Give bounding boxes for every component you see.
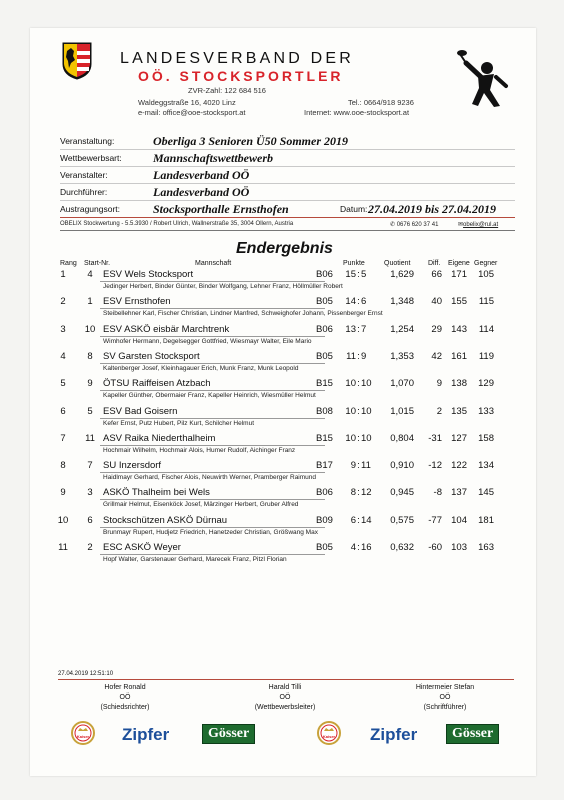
rank-cell: 7: [60, 432, 66, 444]
header-punkte: Punkte: [343, 260, 365, 267]
quotient-cell: 1,254: [390, 323, 414, 335]
start-number-cell: 6: [87, 514, 93, 526]
difference-cell: 66: [431, 269, 442, 280]
kaiser-logo-text: Kaiser: [322, 734, 336, 739]
official-competition-lead: [230, 683, 340, 713]
group-code-cell: B05: [316, 350, 333, 362]
team-players: Kefer Ernst, Putz Hubert, Pilz Kurt, Schilcher Helmut: [103, 419, 254, 427]
coat-of-arms-icon: [62, 42, 92, 80]
points-separator: :: [357, 378, 360, 390]
print-timestamp: 27.04.2019 12:51:10: [58, 671, 114, 677]
table-row: [30, 433, 536, 459]
row-underline: [100, 336, 325, 337]
points-lost-cell: 7: [361, 323, 367, 335]
zipfer-logo: Zipfer: [370, 725, 418, 744]
org-phone: Tel.: 0664/918 9236: [348, 98, 414, 107]
table-row: [30, 324, 536, 350]
row-underline: [100, 472, 325, 473]
group-code-cell: B06: [316, 269, 333, 280]
own-score-cell: 155: [451, 296, 467, 308]
points-separator: :: [357, 296, 360, 308]
header-mannschaft: Mannschaft: [195, 260, 232, 267]
opponent-score-cell: 133: [478, 405, 494, 417]
team-name-cell: Stockschützen ASKÖ Dürnau: [103, 514, 228, 526]
difference-cell: 9: [436, 378, 442, 390]
row-underline: [100, 527, 325, 528]
stocksport-player-icon: [456, 46, 514, 108]
team-players: Steibellehner Karl, Fischer Christian, Lindner Manfred, Schweighofer Johann, Pissenberger Ernst: [103, 310, 383, 318]
software-phone: [390, 221, 438, 228]
veranstalter-label: Veranstalter:: [60, 170, 108, 180]
points-won-cell: 15: [345, 269, 356, 280]
austragungsort-label: Austragungsort:: [60, 204, 121, 214]
group-code-cell: B09: [316, 514, 333, 526]
own-score-cell: 138: [451, 378, 467, 390]
opponent-score-cell: 115: [478, 296, 494, 308]
kaiser-logo: [70, 720, 96, 746]
points-won-cell: 9: [350, 460, 356, 472]
software-email-address: obelix@rul.at: [463, 222, 499, 228]
points-won-cell: 10: [345, 378, 356, 390]
team-name-cell: SU Inzersdorf: [103, 460, 162, 472]
points-separator: :: [357, 514, 360, 526]
official-name: Harald Tilli: [268, 684, 302, 691]
official-state: OÖ: [279, 694, 291, 701]
start-number-cell: 1: [87, 296, 93, 308]
points-separator: :: [357, 460, 360, 472]
team-players: Wimhofer Hermann, Degelsegger Gottfried, Wiesmayr Walter, Eile Mario: [103, 337, 312, 345]
points-separator: :: [357, 405, 360, 417]
org-address: Waldeggstraße 16, 4020 Linz: [138, 98, 236, 107]
header-eigene: Eigene: [448, 260, 470, 267]
difference-cell: 29: [431, 323, 442, 335]
team-name-cell: ESV Bad Goisern: [103, 405, 178, 417]
software-info: OBELIX Stockwertung - 5.5.3930 / Robert Ulrich, Wallnerstraße 35, 3004 Ollern, Austria: [60, 221, 294, 227]
goesser-logo: Gösser: [446, 724, 499, 744]
group-code-cell: B08: [316, 405, 333, 417]
official-name: Hofer Ronald: [104, 684, 146, 691]
row-underline: [100, 363, 325, 364]
group-code-cell: B15: [316, 378, 333, 390]
software-phone-number: 0676 620 37 41: [396, 222, 439, 228]
team-name-cell: ESV ASKÖ eisbär Marchtrenk: [103, 323, 230, 335]
table-row: [30, 296, 536, 322]
start-number-cell: 7: [87, 460, 93, 472]
difference-cell: -60: [428, 542, 442, 553]
own-score-cell: 171: [451, 269, 467, 280]
quotient-cell: 0,632: [390, 542, 414, 553]
points-lost-cell: 9: [361, 350, 367, 362]
points-lost-cell: 10: [361, 432, 372, 444]
own-score-cell: 122: [451, 460, 467, 472]
team-name-cell: ÖTSU Raiffeisen Atzbach: [103, 378, 211, 390]
team-name-cell: SV Garsten Stocksport: [103, 350, 200, 362]
header-rang: Rang: [60, 260, 77, 267]
official-name: Hintermeier Stefan: [415, 684, 475, 691]
veranstalter-value: Landesverband OÖ: [153, 168, 250, 182]
points-lost-cell: 10: [361, 405, 372, 417]
points-won-cell: 4: [350, 542, 356, 553]
points-lost-cell: 12: [361, 487, 372, 499]
durchfuehrer-label: Durchführer:: [60, 187, 108, 197]
difference-cell: -31: [428, 432, 442, 444]
team-name-cell: ASKÖ Thalheim bei Wels: [103, 487, 210, 499]
rank-cell: 3: [60, 323, 66, 335]
opponent-score-cell: 163: [478, 542, 494, 553]
header-start: Start-Nr.: [84, 260, 111, 267]
results-sheet: [30, 28, 536, 776]
team-players: Brunmayr Rupert, Hudjetz Friedrich, Hanetzeder Christian, Größwang Max: [103, 528, 318, 536]
group-code-cell: B06: [316, 487, 333, 499]
kaiser-crest-icon: [70, 720, 96, 746]
points-lost-cell: 10: [361, 378, 372, 390]
start-number-cell: 5: [87, 405, 93, 417]
rank-cell: 6: [60, 405, 66, 417]
start-number-cell: 2: [87, 542, 93, 553]
difference-cell: 2: [436, 405, 442, 417]
opponent-score-cell: 105: [478, 269, 494, 280]
opponent-score-cell: 181: [478, 514, 494, 526]
quotient-cell: 0,575: [390, 514, 414, 526]
opponent-score-cell: 114: [478, 323, 494, 335]
veranstaltung-value: Oberliga 3 Senioren Ü50 Sommer 2019: [153, 134, 349, 148]
own-score-cell: 137: [451, 487, 467, 499]
official-role: (Schriftführer): [423, 704, 467, 711]
rank-cell: 11: [58, 542, 68, 553]
points-separator: :: [357, 542, 360, 553]
own-score-cell: 135: [451, 405, 467, 417]
own-score-cell: 127: [451, 432, 467, 444]
software-email: [458, 221, 498, 228]
team-players: Hochmair Wilhelm, Hochmair Alois, Humer Rudolf, Aichinger Franz: [103, 446, 296, 454]
wettbewerbsart-value: Mannschaftswettbewerb: [153, 151, 274, 165]
team-players: Hopf Walter, Garstenauer Gerhard, Marecek Franz, Pitzl Florian: [103, 556, 287, 563]
official-role: (Wettbewerbsleiter): [254, 704, 316, 711]
points-won-cell: 10: [345, 405, 356, 417]
row-underline: [100, 418, 325, 419]
difference-cell: -77: [428, 514, 442, 526]
table-row: [30, 542, 536, 568]
table-row: [30, 515, 536, 541]
start-number-cell: 8: [87, 350, 93, 362]
official-recorder: [390, 683, 500, 713]
quotient-cell: 1,070: [390, 378, 414, 390]
zipfer-logo: Zipfer: [122, 725, 170, 744]
points-lost-cell: 11: [361, 460, 371, 472]
rank-cell: 1: [60, 269, 66, 280]
table-row: [30, 269, 536, 295]
datum-value: 27.04.2019 bis 27.04.2019: [368, 202, 497, 216]
veranstaltung-label: Veranstaltung:: [60, 136, 115, 146]
quotient-cell: 1,348: [390, 296, 414, 308]
official-role: (Schiedsrichter): [100, 704, 150, 711]
table-row: [30, 406, 536, 432]
points-separator: :: [357, 269, 360, 280]
org-name-line1: LANDESVERBAND DER: [120, 50, 355, 67]
points-lost-cell: 5: [361, 269, 367, 280]
opponent-score-cell: 129: [478, 378, 494, 390]
team-name-cell: ESC ASKÖ Weyer: [103, 542, 181, 553]
row-underline: [100, 554, 325, 555]
team-name-cell: ESV Wels Stocksport: [103, 269, 194, 280]
quotient-cell: 1,629: [390, 269, 414, 280]
rank-cell: 8: [60, 460, 66, 472]
points-won-cell: 10: [345, 432, 356, 444]
team-players: Kapeller Günther, Obermaier Franz, Kapeller Heinrich, Wiesmüller Helmut: [103, 392, 316, 400]
rank-cell: 4: [60, 350, 66, 362]
quotient-cell: 0,910: [390, 460, 414, 472]
difference-cell: 40: [431, 296, 442, 308]
org-website: Internet: www.ooe-stocksport.at: [304, 108, 410, 117]
group-code-cell: B17: [316, 460, 333, 472]
team-players: Jedinger Herbert, Binder Günter, Binder Wolfgang, Lehner Franz, Höllmüller Robert: [103, 283, 343, 290]
rank-cell: 5: [60, 378, 66, 390]
group-code-cell: B05: [316, 296, 333, 308]
own-score-cell: 104: [451, 514, 467, 526]
points-won-cell: 11: [346, 350, 356, 362]
start-number-cell: 11: [85, 432, 95, 444]
group-code-cell: B06: [316, 323, 333, 335]
opponent-score-cell: 119: [478, 350, 494, 362]
header-gegner: Gegner: [474, 260, 498, 267]
kaiser-logo: [316, 720, 342, 746]
table-row: [30, 460, 536, 486]
durchfuehrer-value: Landesverband OÖ: [153, 185, 250, 199]
kaiser-logo-text: Kaiser: [76, 734, 90, 739]
points-won-cell: 14: [345, 296, 356, 308]
official-state: OÖ: [439, 694, 451, 701]
zvr-number: ZVR-Zahl: 122 684 516: [188, 86, 266, 95]
points-lost-cell: 16: [361, 542, 372, 553]
opponent-score-cell: 145: [478, 487, 494, 499]
header-diff: Diff.: [428, 260, 441, 267]
team-name-cell: ESV Ernsthofen: [103, 296, 171, 308]
start-number-cell: 9: [87, 378, 93, 390]
team-players: Kaltenberger Josef, Kleinhagauer Erich, Munk Franz, Munk Leopold: [103, 364, 299, 372]
goesser-logo: Gösser: [202, 724, 255, 744]
rank-cell: 10: [57, 514, 69, 526]
kaiser-crest-icon: [316, 720, 342, 746]
team-players: Haidlmayr Gerhard, Fischer Alois, Neuwirth Werner, Pramberger Raimund: [103, 474, 317, 482]
group-code-cell: B05: [316, 542, 333, 553]
points-lost-cell: 14: [361, 514, 372, 526]
phone-icon: ✆: [390, 222, 396, 228]
start-number-cell: 3: [87, 487, 93, 499]
org-name-line2: OÖ. STOCKSPORTLER: [138, 68, 344, 84]
quotient-cell: 0,804: [390, 432, 414, 444]
quotient-cell: 0,945: [390, 487, 414, 499]
difference-cell: 42: [431, 350, 442, 362]
official-state: OÖ: [119, 694, 131, 701]
points-separator: :: [357, 350, 360, 362]
team-players: Grillmair Helmut, Eisenköck Josef, Märzinger Herbert, Gruber Alfred: [103, 501, 299, 509]
datum-label: Datum:: [340, 204, 368, 214]
points-separator: :: [357, 323, 360, 335]
mail-icon: ✉: [458, 222, 464, 228]
rank-cell: 2: [60, 296, 66, 308]
row-underline: [100, 281, 325, 282]
wettbewerbsart-label: Wettbewerbsart:: [60, 153, 122, 163]
table-row: [30, 378, 536, 404]
start-number-cell: 10: [84, 323, 96, 335]
org-email: e-mail: office@ooe-stocksport.at: [138, 108, 246, 117]
own-score-cell: 103: [451, 542, 467, 553]
table-row: [30, 487, 536, 513]
row-underline: [100, 390, 325, 391]
row-underline: [100, 445, 325, 446]
row-underline: [100, 308, 325, 309]
group-code-cell: B15: [316, 432, 333, 444]
points-separator: :: [357, 432, 360, 444]
quotient-cell: 1,353: [390, 350, 414, 362]
opponent-score-cell: 134: [478, 460, 494, 472]
official-referee: [70, 683, 180, 713]
row-underline: [100, 499, 325, 500]
points-won-cell: 13: [345, 323, 356, 335]
difference-cell: -12: [428, 460, 442, 472]
page-title: Endergebnis: [236, 240, 333, 257]
rank-cell: 9: [60, 487, 66, 499]
austragungsort-value: Stocksporthalle Ernsthofen: [153, 202, 289, 216]
opponent-score-cell: 158: [478, 432, 494, 444]
quotient-cell: 1,015: [390, 405, 414, 417]
points-separator: :: [357, 487, 360, 499]
difference-cell: -8: [433, 487, 442, 499]
points-lost-cell: 6: [361, 296, 367, 308]
own-score-cell: 143: [451, 323, 467, 335]
header-quotient: Quotient: [384, 260, 411, 267]
own-score-cell: 161: [451, 350, 467, 362]
start-number-cell: 4: [87, 269, 93, 280]
table-row: [30, 351, 536, 377]
points-won-cell: 8: [350, 487, 356, 499]
points-won-cell: 6: [350, 514, 356, 526]
team-name-cell: ASV Raika Niederthalheim: [103, 432, 216, 444]
